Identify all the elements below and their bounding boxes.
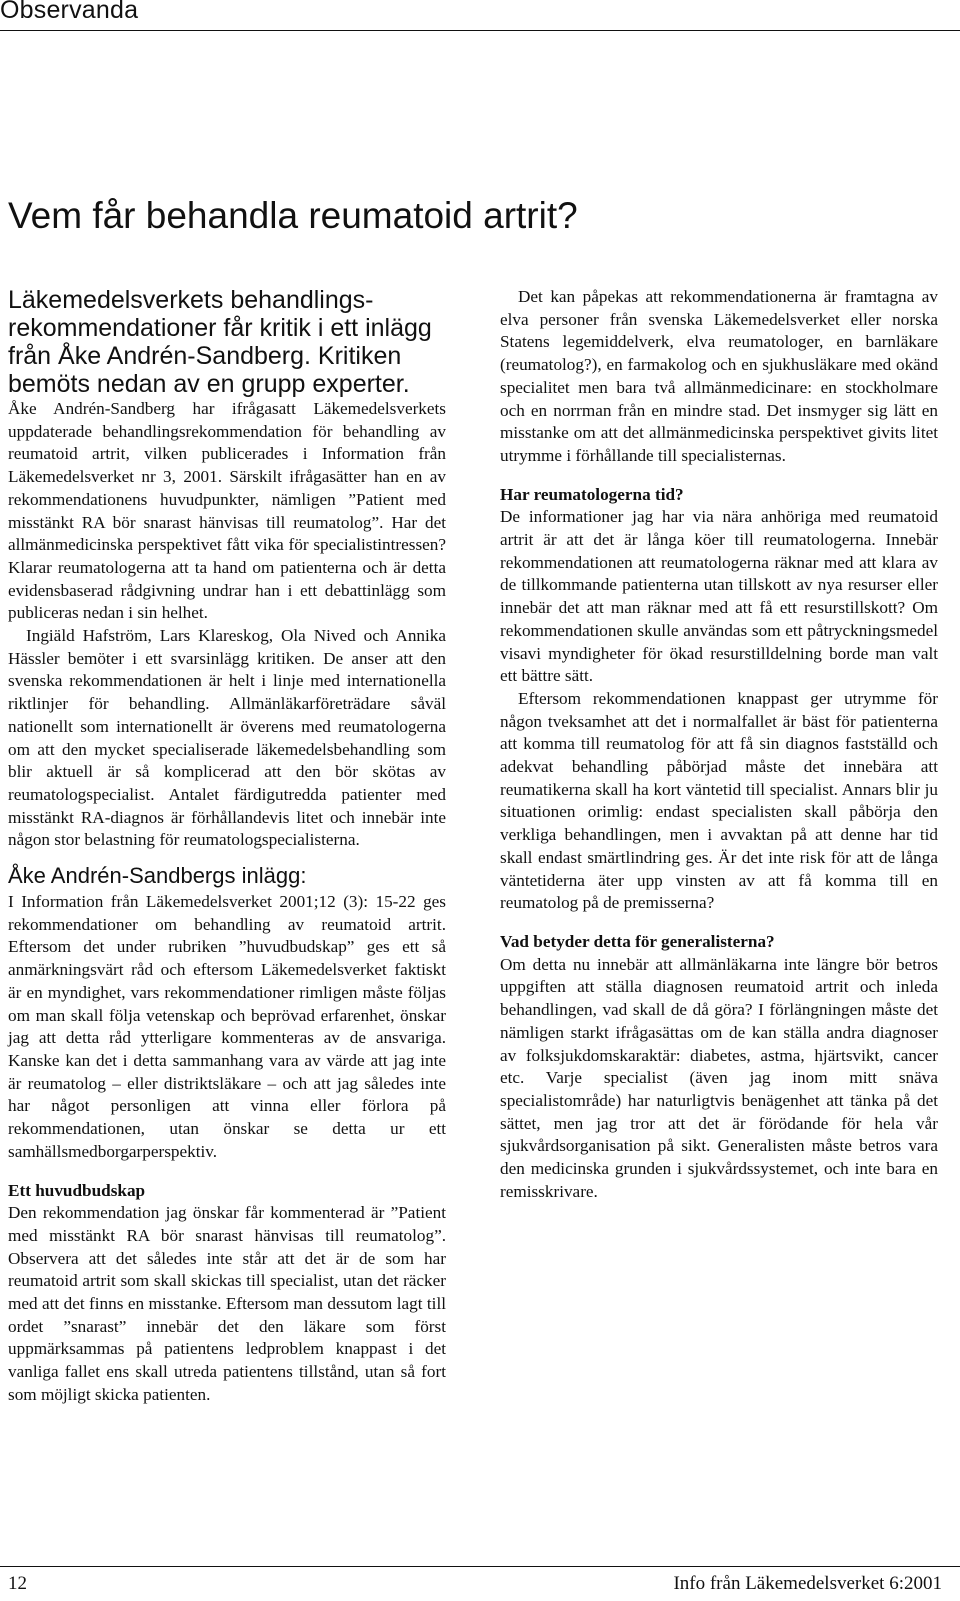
bottom-divider	[0, 1566, 960, 1567]
section-label: Observanda	[0, 0, 139, 24]
huvudbudskap-paragraph-1: Den rekommendation jag önskar får kommenterad är ”Patient med misstänkt RA bör snarast hänvisas till reumatolog”. Observera att det således inte står att det är de som har reumatoid artrit som skall skickas till specialist, utan det räcker med att det finns en misstanke. Eftersom man dessutom lagt till ordet ”snarast” innebär det den läkare som först uppmärksammas på patientens ledproblem knappast i det vanliga fallet ens skall utreda patientens tillstånd, utan så fort som möjligt skicka patienten.	[8, 1203, 446, 1404]
intro-paragraph-1: Åke Andrén-Sandberg har ifrågasatt Läkemedelsverkets uppdaterade behandlingsrekommendation för behandling av reumatoid artrit, vilken publicerades i Information från Läkemedelsverket nr 3, 2001. Särskilt ifrågasätter han en av rekommendationens huvudpunkter, nämligen ”Patient med misstänkt RA bör snarast hänvisas till reumatolog”. Har det allmänmedicinska perspektivet fått vika för specialistintressen? Klarar reumatologerna att ta hand om patienterna och är detta evidensbaserad rådgivning undrar han i ett debattinlägg som publiceras nedan i sin helhet.	[8, 399, 446, 623]
generalister-paragraph: Om detta nu innebär att allmänläkarna inte längre bör betros uppgiften att ställa diagnosen reumatoid artrit och inleda behandlingen, vad skall de då göra? I förlängningen måste det nämligen starkt ifrågasättas om de kan ställa andra diagnoser av folksjukdomskaraktär: diabetes, astma, hjärtsvikt, cancer etc. Varje specialist (även jag inom mitt snäva specialistområde) har naturligtvis benägenhet att tänka på det sättet, men jag tror att det är förödande för hela vår sjukvårdsorganisation på sikt. Generalisten måste betros vara den medicinska grunden i sjukvårdssystemet, och inte bara en remisskrivare.	[500, 954, 938, 1201]
section-heading-generalister: Vad betyder detta för generalisterna?	[500, 931, 775, 951]
right-column	[500, 286, 938, 1203]
section-heading-inlagg: Åke Andrén-Sandbergs inlägg:	[8, 863, 307, 889]
article-subtitle: Läkemedelsverkets behandlings-rekommendationer får kritik i ett inlägg från Åke Andrén-Sandberg. Kritiken bemöts nedan av en grupp experter.	[8, 286, 432, 398]
left-column	[8, 286, 446, 1407]
huvudbudskap-paragraph-2: Det kan påpekas att rekommendationerna är framtagna av elva personer från svenska Läkemedelsverket eller norska Statens legemiddelverk, elva reumatologer, en barnläkare (reumatolog?), en farmakolog och en sjukhusläkare med okänd specialitet men bara två allmänmedicinare: en stockholmare och en norrman från en mindre stad. Det insmyger sig lätt en misstanke om att det allmänmedicinska perspektivet givits litet utrymme i förhållande till specialisternas.	[500, 287, 938, 465]
inlagg-paragraph: I Information från Läkemedelsverket 2001;12 (3): 15-22 ges rekommendationer om behandling av reumatoid artrit. Eftersom det under rubriken ”huvudbudskap” ges ett så anmärkningsvärt råd och eftersom Läkemedelsverket faktiskt är en myndighet, vars rekommendationer rimligen måste följas om man skall följa vetenskap och beprövad erfarenhet, önskar jag att detta råd ytterligare kommenteras av de ansvariga. Kanske kan det i detta sammanhang vara av värde att jag inte är reumatolog – eller distriktsläkare – och att jag således inte har något personligen att vinna eller förlora på rekommendationen, utan önskar se detta ur ett samhällsmedborgarperspektiv.	[8, 892, 446, 1161]
intro-paragraph-2: Ingiäld Hafström, Lars Klareskog, Ola Nived och Annika Hässler bemöter i ett svarsinlägg kritiken. De anser att den svenska rekommendationen är helt i linje med internationella riktlinjer för behandling. Allmänläkarföreträdare såväl nationellt som internationellt är överens med reumatologerna om att den mycket specialiserade läkemedelsbehandling som blir aktuell är så komplicerad att den bör skötas av reumatologspecialist. Antalet färdigutredda patienter med misstänkt RA-diagnos är förhållandevis litet och innebär inte någon stor belastning för reumatologspecialisterna.	[8, 626, 446, 850]
tid-paragraph-1: De informationer jag har via nära anhöriga med reumatoid artrit är att det är långa köer till reumatologerna. Innebär rekommendationen att reumatologerna räknar med att klara av de tillkommande patienterna utan tillskott av nya resurser eller innebär det att man räknar med att få ett resurstillskott? Om rekommendationen skulle användas som ett påtryckningsmedel visavi myndigheter för ökad resurstilldelning borde man valt ett bättre sätt.	[500, 507, 938, 686]
publication-name: Info från Läkemedelsverket 6:2001	[673, 1573, 942, 1594]
page-number: 12	[8, 1573, 27, 1594]
top-divider	[0, 30, 960, 31]
tid-paragraph-2: Eftersom rekommendationen knappast ger utrymme för någon tveksamhet att det i normalfallet är bäst för patienterna att komma till reumatolog för att få sin diagnos fastställd och adekvat behandling påbörjad måste det innebära att reumatikerna skall ha kort väntetid till specialist. Annars blir ju situationen orimlig: endast specialisten skall påbörja den verkliga behandlingen, men i avvaktan på att denne har tid skall endast smärtlindring ges. Är det inte risk för att de långa väntetiderna äter upp vinsten av att få komma till en reumatolog på de premisserna?	[500, 688, 938, 913]
article-title: Vem får behandla reumatoid artrit?	[8, 195, 578, 236]
section-heading-huvudbudskap: Ett huvudbudskap	[8, 1180, 146, 1200]
section-heading-tid: Har reumatologerna tid?	[500, 484, 684, 504]
